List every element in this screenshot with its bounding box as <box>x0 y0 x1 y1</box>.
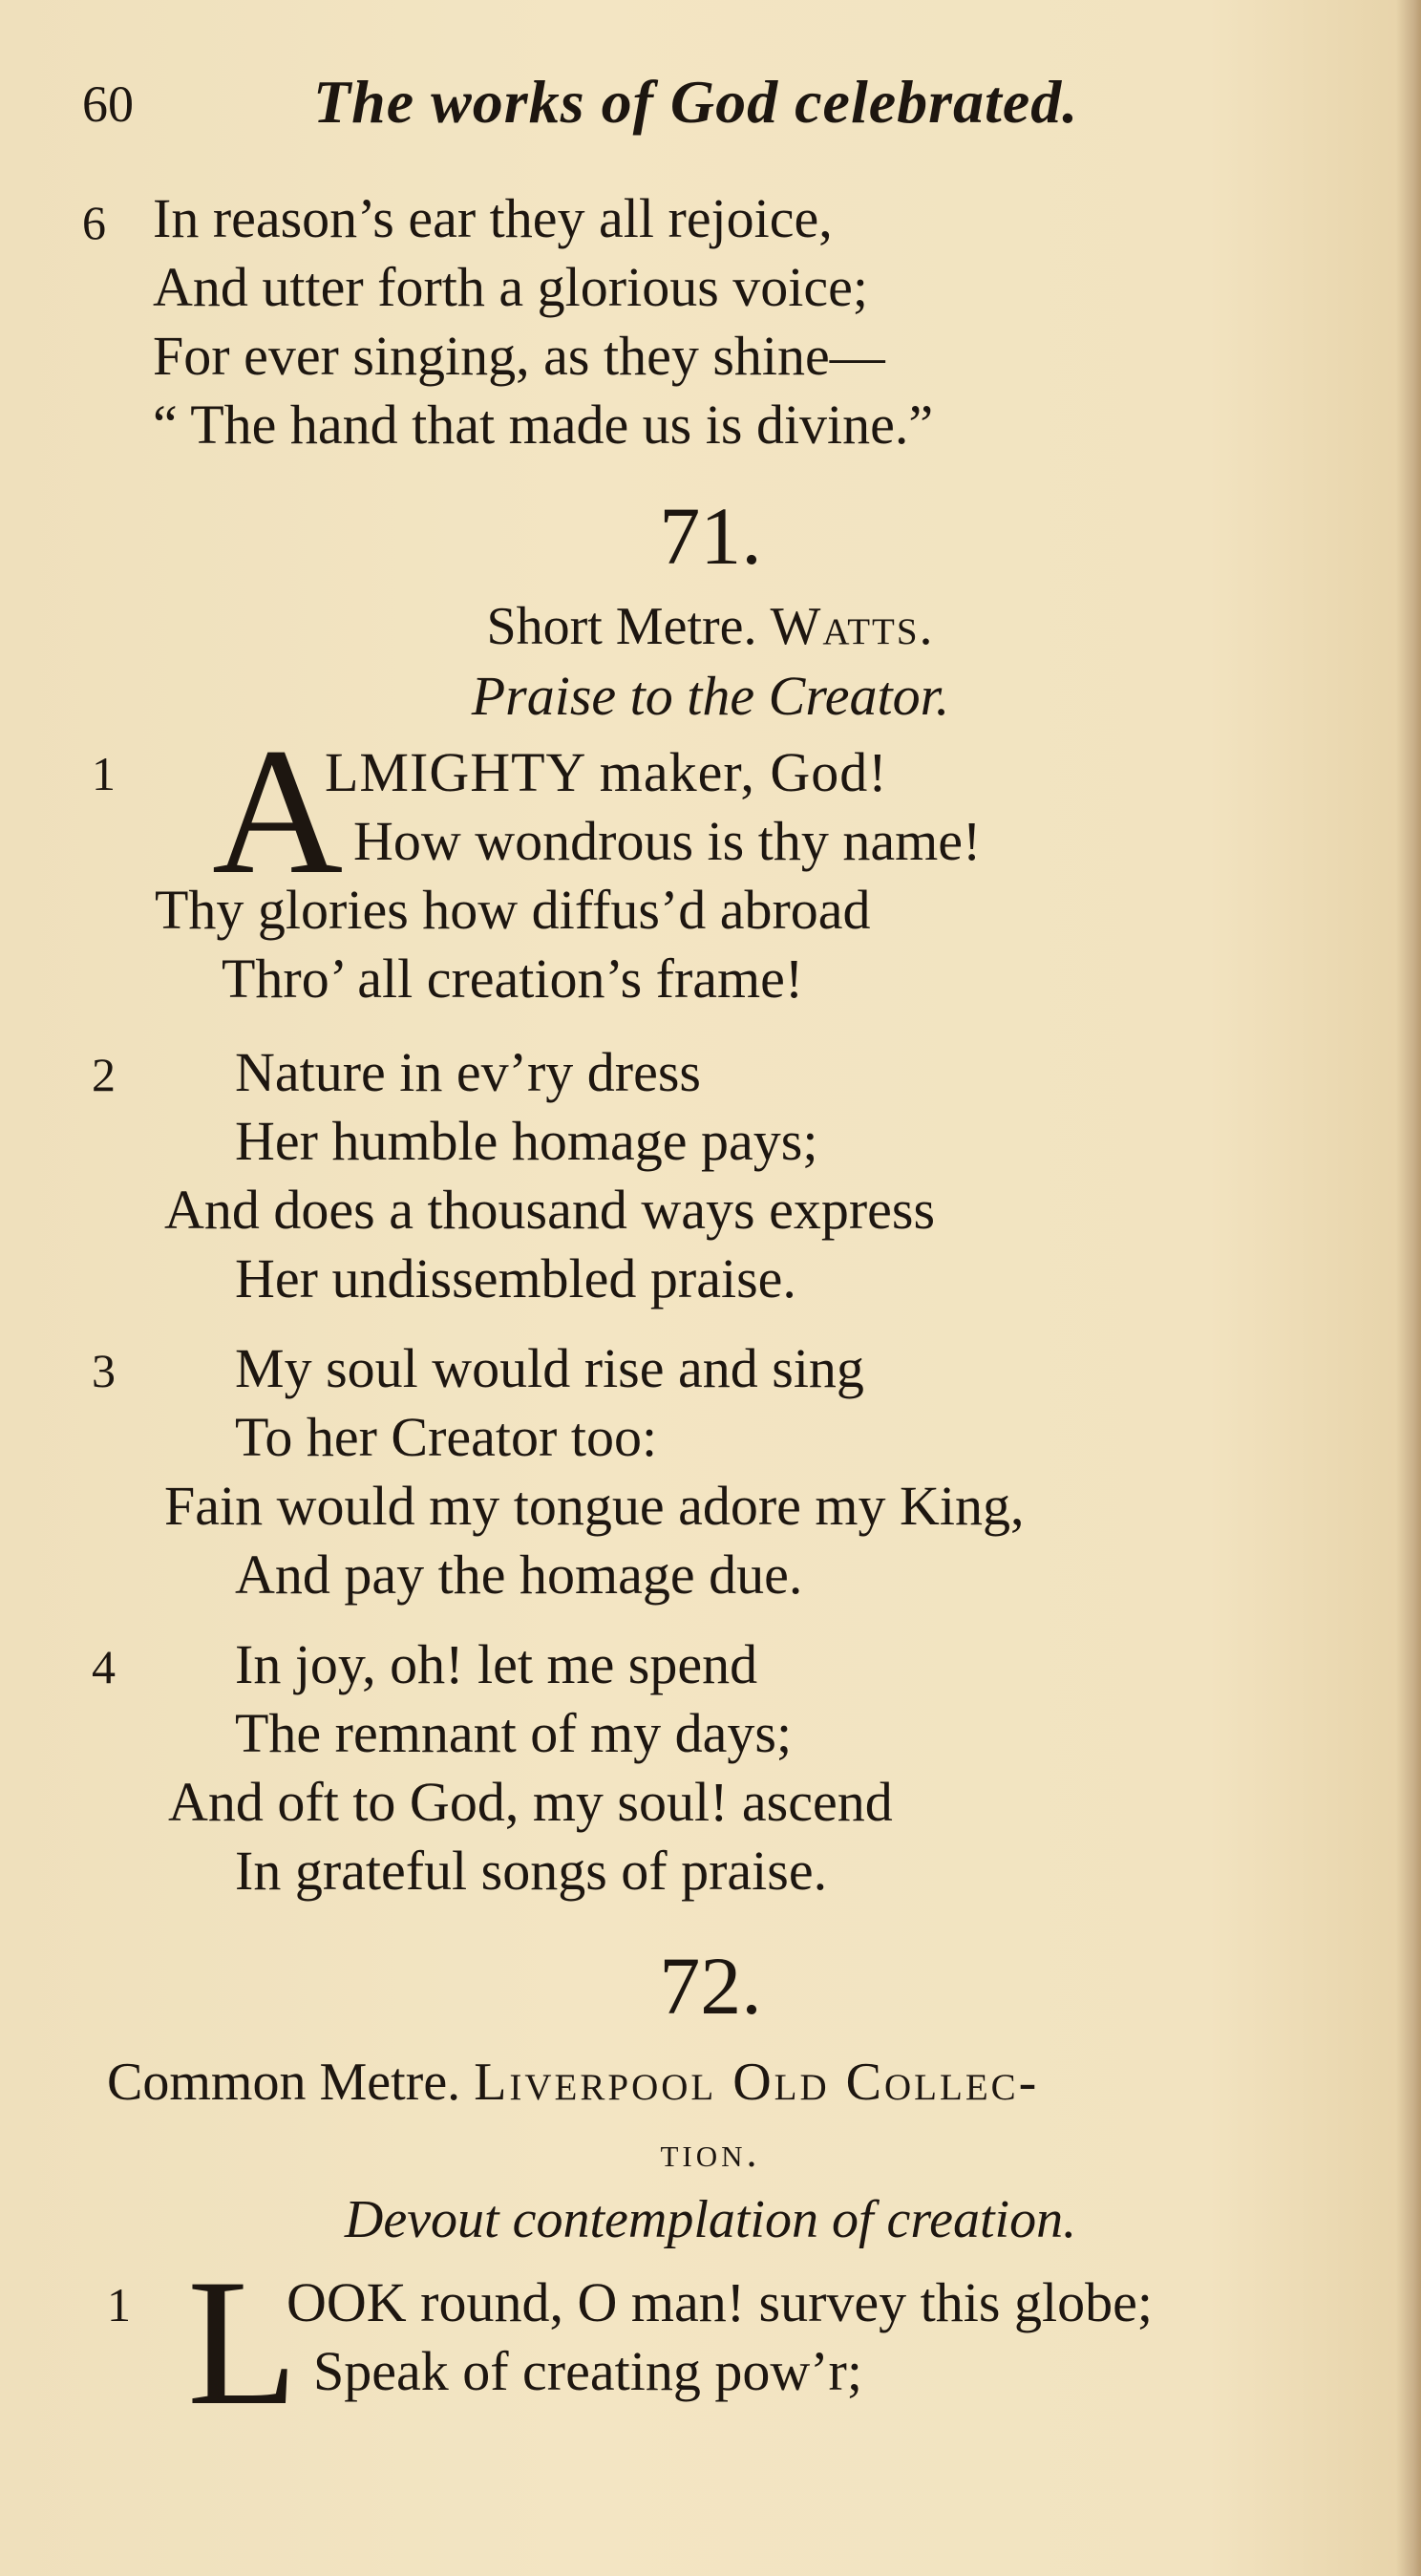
metre: Short Metre. <box>486 597 757 656</box>
verse-line: Her undissembled praise. <box>235 1247 796 1309</box>
drop-cap: L <box>187 2243 299 2443</box>
hymn-subtitle: Devout contemplation of creation. <box>344 2190 1077 2249</box>
verse-line: The remnant of my days; <box>235 1702 793 1764</box>
page-number: 60 <box>82 75 134 133</box>
hymn-number: 72. <box>659 1940 762 2032</box>
verse-line: Speak of creating pow’r; <box>313 2340 862 2402</box>
source-continuation: tion. <box>660 2129 761 2176</box>
stanza-number: 6 <box>82 196 106 249</box>
stanza-number: 2 <box>92 1048 116 1101</box>
stanza-number: 1 <box>92 747 116 800</box>
author: Watts. <box>770 597 935 656</box>
hymn-metre-line <box>0 597 1421 656</box>
verse-line: In joy, oh! let me spend <box>235 1633 758 1695</box>
stanza-number: 1 <box>107 2278 131 2331</box>
verse-line: LMIGHTY maker, God! <box>325 741 888 803</box>
hymn-subtitle: Praise to the Creator. <box>471 665 950 727</box>
verse-line: And oft to God, my soul! ascend <box>168 1771 893 1833</box>
verse-line: Fain would my tongue adore my King, <box>164 1475 1025 1537</box>
drop-cap: A <box>212 712 344 912</box>
verse-line: And does a thousand ways express <box>164 1179 936 1241</box>
verse-line: And utter forth a glorious voice; <box>153 256 868 318</box>
verse-line: OOK round, O man! survey this globe; <box>286 2271 1153 2333</box>
stanza-number: 3 <box>92 1344 116 1397</box>
verse-line: In grateful songs of praise. <box>235 1840 828 1902</box>
page-edge <box>1396 0 1421 2576</box>
verse-line: Thro’ all creation’s frame! <box>222 947 804 1010</box>
running-header <box>0 67 1421 143</box>
metre: Common Metre. <box>107 2053 461 2112</box>
verse-line: And pay the homage due. <box>235 1543 803 1606</box>
hymn-number: 71. <box>659 490 762 582</box>
verse-line: Her humble homage pays; <box>235 1110 818 1172</box>
verse-line: How wondrous is thy name! <box>353 810 982 872</box>
verse-line: My soul would rise and sing <box>235 1337 864 1399</box>
verse-line: In reason’s ear they all rejoice, <box>153 187 833 249</box>
stanza-number: 4 <box>92 1640 116 1693</box>
verse-line: To her Creator too: <box>235 1406 658 1468</box>
hymn-metre-line <box>107 2053 1040 2112</box>
verse-line: “ The hand that made us is divine.” <box>153 394 934 456</box>
verse-line: Nature in ev’ry dress <box>235 1041 701 1103</box>
verse-line: Thy glories how diffus’d abroad <box>155 879 871 941</box>
source: Liverpool Old Collec- <box>474 2053 1040 2112</box>
verse-line: For ever singing, as they shine— <box>153 325 885 387</box>
running-title: The works of God celebrated. <box>313 68 1079 136</box>
